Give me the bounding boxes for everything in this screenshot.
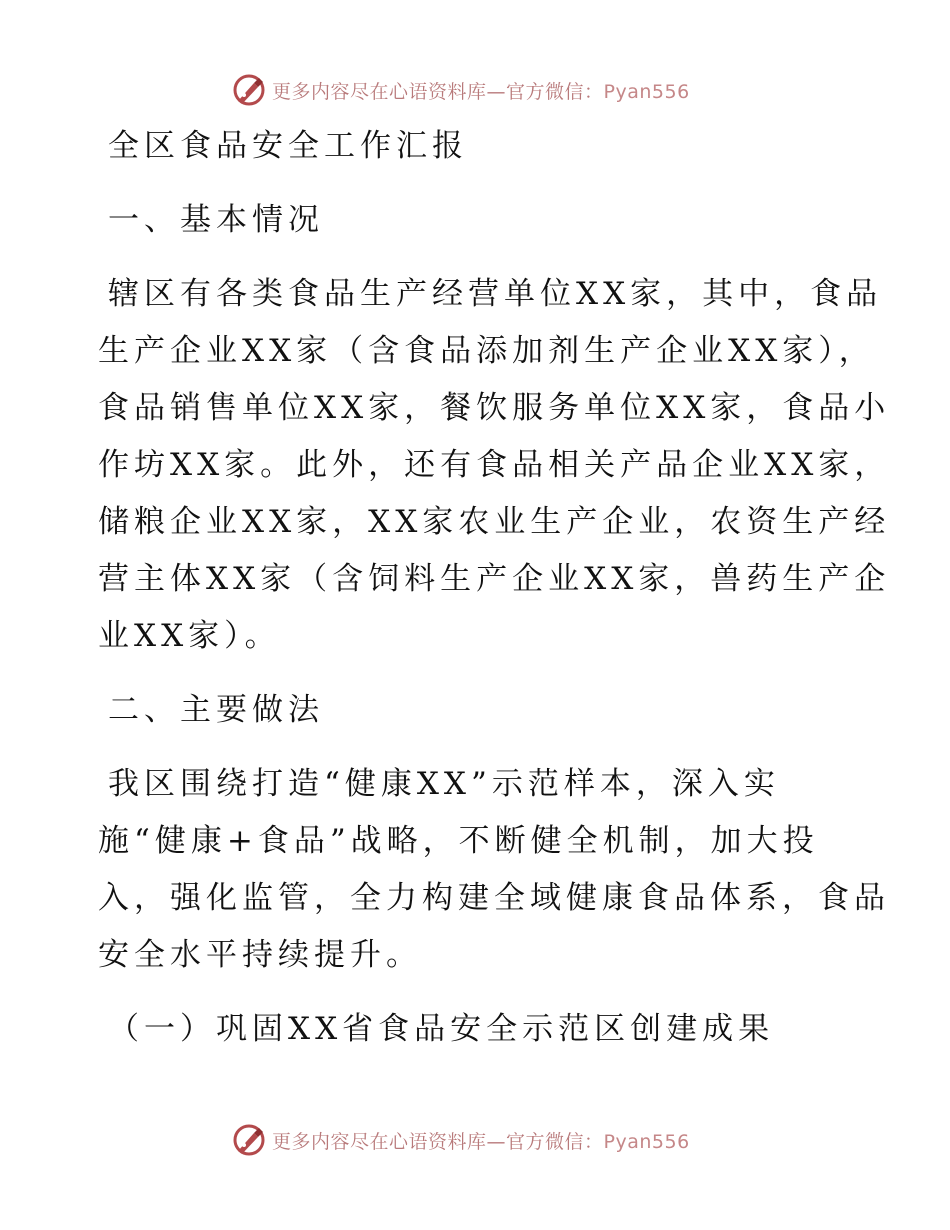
- paragraph-line: 入，强化监管，全力构建全域健康食品体系，食品: [98, 880, 890, 916]
- paragraph-line: 生产企业XX家（含食品添加剂生产企业XX家），: [98, 333, 875, 369]
- document-body: [98, 118, 891, 1058]
- paragraph-line: 安全水平持续提升。: [98, 937, 422, 973]
- paragraph-main-methods: [98, 756, 890, 984]
- watermark-header: [232, 72, 690, 108]
- paragraph-line: 营主体XX家（含饲料生产企业XX家，兽药生产企: [98, 561, 891, 597]
- document-title: 全区食品安全工作汇报: [108, 128, 468, 164]
- watermark-text: 更多内容尽在心语资料库—官方微信：Pyan556: [272, 80, 690, 103]
- paragraph-line: 施“健康+食品”战略，不断健全机制，加大投: [98, 823, 819, 859]
- watermark-text: 更多内容尽在心语资料库—官方微信：Pyan556: [272, 1130, 690, 1153]
- watermark-account: Pyan556: [603, 1130, 690, 1153]
- watermark-footer: [232, 1122, 690, 1158]
- paragraph-line: 食品销售单位XX家，餐饮服务单位XX家，食品小: [98, 390, 891, 426]
- paragraph-line: 储粮企业XX家，XX家农业生产企业，农资生产经: [98, 504, 891, 540]
- pen-logo-icon: [232, 73, 266, 107]
- watermark-account: Pyan556: [603, 80, 690, 103]
- paragraph-line: 作坊XX家。此外，还有食品相关产品企业XX家，: [98, 447, 891, 483]
- section-heading-methods: 二、主要做法: [108, 692, 324, 728]
- section-heading-basic: 一、基本情况: [108, 202, 324, 238]
- subsection-heading: （一）巩固XX省食品安全示范区创建成果: [108, 1011, 775, 1047]
- paragraph-line: 辖区有各类食品生产经营单位XX家，其中，食品: [108, 276, 883, 312]
- paragraph-line: 业XX家）。: [98, 618, 281, 654]
- pen-logo-icon: [232, 1123, 266, 1157]
- paragraph-basic-situation: [98, 266, 891, 665]
- paragraph-line: 我区围绕打造“健康XX”示范样本，深入实: [108, 766, 780, 802]
